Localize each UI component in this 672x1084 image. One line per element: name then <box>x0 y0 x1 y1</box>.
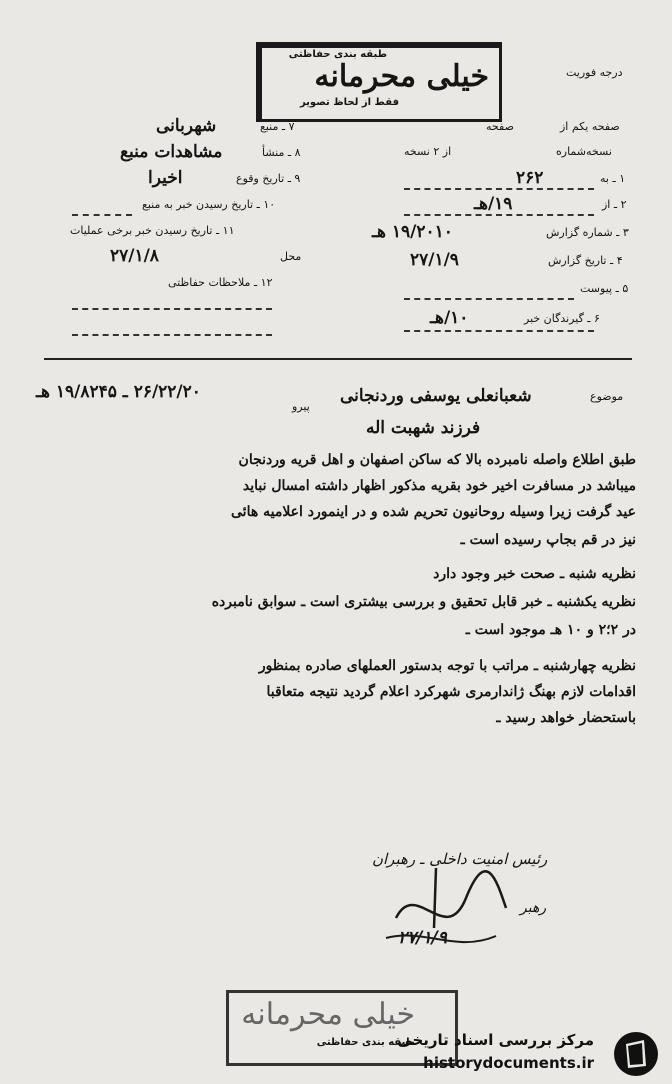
left-field-value: ۲۶۲ <box>516 168 544 188</box>
subject-name: شعبانعلی یوسفی وردنجانی <box>340 386 532 406</box>
left-field-label: صفحه یکم از <box>560 120 620 133</box>
left-field-value: ۱۹/هـ <box>474 194 513 214</box>
reference-label: پیرو <box>292 400 310 413</box>
right-field-label: محل <box>280 250 302 263</box>
right-field-label: ۷ ـ منبع <box>260 120 295 133</box>
right-field-value: شهربانی <box>156 116 217 136</box>
field-line <box>404 330 594 332</box>
left-field-value: از ۲ نسخه <box>404 145 452 158</box>
stamp-subtitle: طبقه بندی حفاظتی <box>288 49 387 60</box>
left-field-label: ۴ ـ تاریخ گزارش <box>548 254 623 267</box>
left-field-value: ۲۷/۱/۹ <box>410 250 459 270</box>
left-field-label: ۵ ـ پیوست <box>580 282 629 295</box>
bottom-stamp-classification: خیلی محرمانه <box>241 997 415 1032</box>
subject-parent: فرزند شهبت اله <box>366 418 481 438</box>
right-field-label: ۱۱ ـ تاریخ رسیدن خبر برخی عملیات <box>70 224 235 237</box>
right-field-label: ۸ ـ منشأ <box>262 146 301 159</box>
body-line: میباشد در مسافرت اخیر خود بقریه مذکور اظهار داشته امسال نباید <box>242 478 636 494</box>
left-field-label: ۲ ـ از <box>602 198 627 211</box>
field-line <box>404 214 594 216</box>
header-divider <box>44 358 632 360</box>
body-line: طبق اطلاع واصله نامبرده بالا که ساکن اصفهان و اهل قریه وردنجان <box>238 452 636 468</box>
body-line: در ۲؛۲ و ۱۰ هـ موجود است ـ <box>465 622 636 638</box>
body-line: اقدامات لازم بهنگ ژاندارمری شهرکرد اعلام گردید نتیجه متعاقبا <box>266 684 636 700</box>
body-line: نیز در قم بجاپ رسیده است ـ <box>460 532 636 548</box>
field-line <box>72 308 272 310</box>
subject-label: موضوع <box>590 390 624 403</box>
left-field-value: ۱۹/۲۰۱۰ هـ <box>372 222 453 242</box>
body-line: باستحضار خواهد رسید ـ <box>496 710 636 726</box>
body-line: عید گرفت زیرا وسیله روحانیون تحریم شده و در اینمورد اعلامیه هائی <box>231 504 636 520</box>
signature-scribble <box>376 858 516 958</box>
stamp-note: فقط از لحاظ تصویر <box>299 97 399 108</box>
left-field-label: ۱ ـ به <box>600 172 626 185</box>
left-field-value: صفحه <box>486 120 514 133</box>
left-field-label: ۶ ـ گیرندگان خبر <box>524 312 600 325</box>
watermark-title: مرکز بررسی اسناد تاریخی <box>397 1031 594 1049</box>
right-field-value: مشاهدات منبع <box>120 142 223 162</box>
body-line: نظریه یکشنبه ـ خبر قابل تحقیق و بررسی بیشتری است ـ سوابق نامبرده <box>211 594 636 610</box>
field-line <box>72 334 272 336</box>
watermark-url[interactable]: historydocuments.ir <box>423 1054 594 1072</box>
field-line <box>72 214 132 216</box>
field-line <box>404 298 574 300</box>
right-field-label: ۹ ـ تاریخ وقوع <box>236 172 301 185</box>
signature-title: رهبر <box>520 900 547 916</box>
left-field-label: ۳ ـ شماره گزارش <box>546 226 629 239</box>
reference-number: ۲۶/۲۲/۲۰ ـ ۱۹/۸۲۴۵ هـ <box>36 382 201 402</box>
signature-line: رئیس امنیت داخلی ـ رهبران <box>372 850 548 868</box>
body-line: نظریه شنبه ـ صحت خبر وجود دارد <box>433 566 636 582</box>
right-field-value: ۲۷/۱/۸ <box>110 246 159 266</box>
signature-date: ۲۷/۱/۹ <box>398 928 447 948</box>
classification-stamp <box>256 42 502 122</box>
right-field-label: ۱۲ ـ ملاحظات حفاظتی <box>168 276 273 289</box>
right-field-value: اخیرا <box>148 168 183 188</box>
field-line <box>404 188 594 190</box>
left-field-label: نسخه‌شماره <box>556 145 612 158</box>
archive-logo-icon <box>612 1030 660 1078</box>
body-line: نظریه چهارشنبه ـ مراتب با توجه بدستور العملهای صادره بمنظور <box>258 658 636 674</box>
urgency-label: درجه فوریت <box>566 66 623 79</box>
bottom-stamp-label: طبقه بندی حفاظتی <box>316 1037 415 1048</box>
left-field-value: ۱۰/هـ <box>430 308 469 328</box>
stamp-classification: خیلی محرمانه <box>314 59 489 94</box>
right-field-label: ۱۰ ـ تاریخ رسیدن خبر به منبع <box>142 198 276 211</box>
